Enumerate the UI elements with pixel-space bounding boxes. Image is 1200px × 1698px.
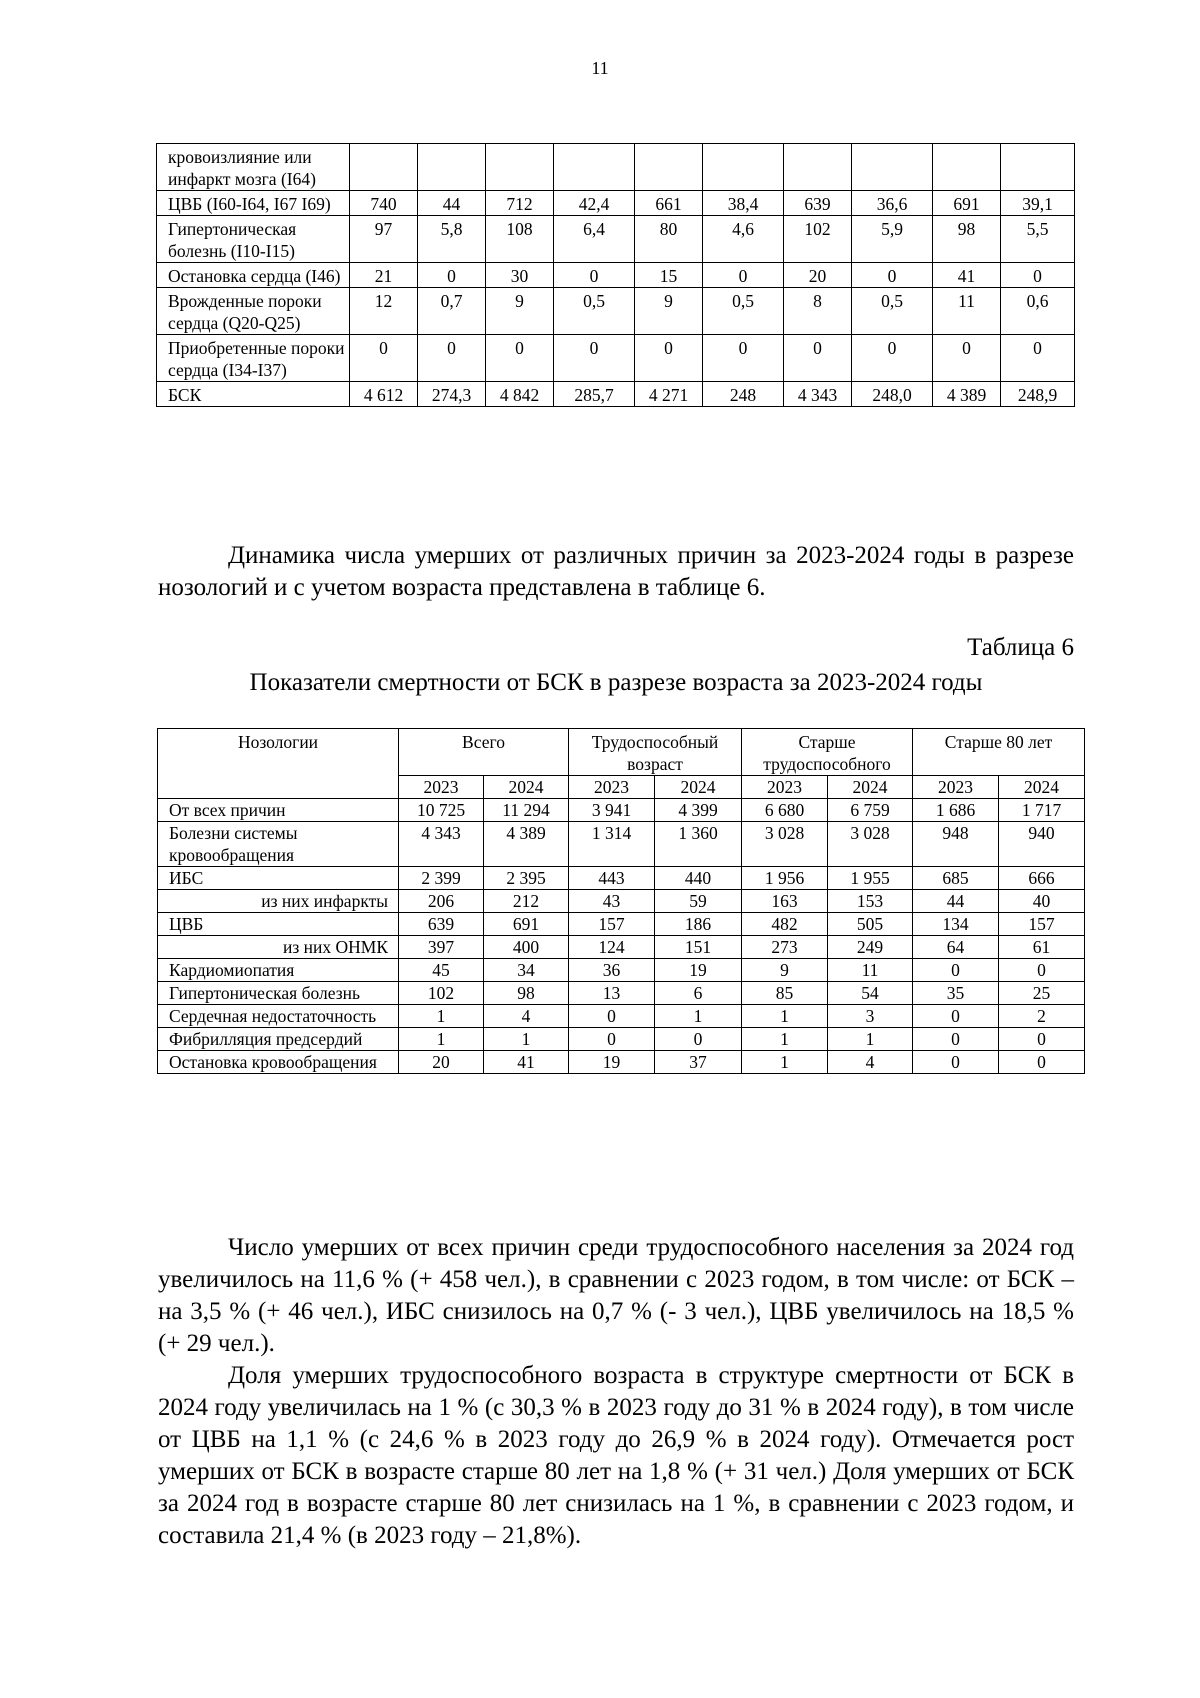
- cell-value: 42,4: [554, 191, 635, 216]
- cell-value: 691: [933, 191, 1001, 216]
- cell-value: 20: [399, 1051, 484, 1074]
- cell-value: 1: [742, 1028, 828, 1051]
- cell-value: 0,5: [554, 288, 635, 335]
- cell-value: 4 343: [399, 822, 484, 867]
- cell-value: 4 399: [655, 799, 742, 822]
- cell-value: 0: [486, 335, 554, 382]
- cell-value: 59: [655, 890, 742, 913]
- cell-value: 151: [655, 936, 742, 959]
- table-row: [157, 216, 1075, 263]
- cell-value: 0: [350, 335, 418, 382]
- row-label: ЦВБ (I60-I64, I67 I69): [157, 191, 350, 216]
- cell-value: 0,7: [418, 288, 486, 335]
- cell-value: 0,5: [703, 288, 784, 335]
- cell-value: [486, 144, 554, 191]
- header-year: 2024: [484, 776, 569, 799]
- cell-value: 1: [399, 1005, 484, 1028]
- cell-value: 1: [655, 1005, 742, 1028]
- cell-value: [418, 144, 486, 191]
- cell-value: 1: [828, 1028, 913, 1051]
- cell-value: 98: [484, 982, 569, 1005]
- cell-value: 0: [635, 335, 703, 382]
- cell-value: 4,6: [703, 216, 784, 263]
- cell-value: 0: [933, 335, 1001, 382]
- cell-value: 248: [703, 382, 784, 407]
- cell-value: 0: [418, 335, 486, 382]
- row-label: Остановка кровообращения: [158, 1051, 399, 1074]
- table-row: [158, 959, 1085, 982]
- cell-value: 157: [569, 913, 655, 936]
- row-label: кровоизлияние или инфаркт мозга (I64): [157, 144, 350, 191]
- cell-value: 0: [569, 1028, 655, 1051]
- cell-value: 0: [913, 1051, 999, 1074]
- row-label: Приобретенные пороки сердца (I34-I37): [157, 335, 350, 382]
- cell-value: 4: [484, 1005, 569, 1028]
- cell-value: 3 028: [828, 822, 913, 867]
- header-group-above-working-age: Старше трудоспособного: [742, 729, 913, 776]
- cell-value: 163: [742, 890, 828, 913]
- cell-value: 98: [933, 216, 1001, 263]
- table-row: [158, 1051, 1085, 1074]
- cell-value: 691: [484, 913, 569, 936]
- table-row: [158, 1005, 1085, 1028]
- cell-value: 44: [913, 890, 999, 913]
- row-label: БСК: [157, 382, 350, 407]
- cell-value: 1 360: [655, 822, 742, 867]
- cell-value: 10 725: [399, 799, 484, 822]
- header-group-working-age: Трудоспособный возраст: [569, 729, 742, 776]
- cell-value: 36: [569, 959, 655, 982]
- table-row: [158, 913, 1085, 936]
- table-row: [157, 288, 1075, 335]
- cell-value: 0: [913, 959, 999, 982]
- table6-body: [158, 799, 1085, 1074]
- table-row: [158, 1028, 1085, 1051]
- cell-value: 0: [1001, 335, 1075, 382]
- cell-value: [554, 144, 635, 191]
- cell-value: 0: [913, 1005, 999, 1028]
- cell-value: 11: [933, 288, 1001, 335]
- cell-value: 0: [554, 335, 635, 382]
- header-year: 2024: [828, 776, 913, 799]
- cell-value: 13: [569, 982, 655, 1005]
- cell-value: 0: [784, 335, 852, 382]
- cell-value: 4: [828, 1051, 913, 1074]
- cell-value: 2 399: [399, 867, 484, 890]
- cell-value: 8: [784, 288, 852, 335]
- cell-value: 44: [418, 191, 486, 216]
- header-year: 2024: [999, 776, 1085, 799]
- paragraph-share-structure: Доля умерших трудоспособного возраста в структуре смертности от БСК в 2024 году увеличилась на 1 % (с 30,3 % в 2023 году до 31 % в 2024 году), в том числе от ЦВБ на 1,1 % (с 24,6 % в 2023 году до 26,9 % в 2024 году). Отмечается рост умерших от БСК в возрасте старше 80 лет на 1,8 % (+ 31 чел.) Доля умерших от БСК за 2024 год в возрасте старше 80 лет снизилась на 1 %, в сравнении с 2023 годом, и составила 21,4 % (в 2023 году – 21,8%).: [158, 1362, 1074, 1549]
- cell-value: 248,9: [1001, 382, 1075, 407]
- cell-value: 0: [999, 959, 1085, 982]
- cell-value: 102: [399, 982, 484, 1005]
- cell-value: 41: [933, 263, 1001, 288]
- row-label: Гипертоническая болезнь: [158, 982, 399, 1005]
- cell-value: 1 955: [828, 867, 913, 890]
- row-label: От всех причин: [158, 799, 399, 822]
- cell-value: 0: [852, 335, 933, 382]
- cell-value: 482: [742, 913, 828, 936]
- page-number: 11: [591, 58, 609, 78]
- cell-value: 153: [828, 890, 913, 913]
- cell-value: 0: [569, 1005, 655, 1028]
- cell-value: 157: [999, 913, 1085, 936]
- cell-value: 0: [703, 335, 784, 382]
- cell-value: 41: [484, 1051, 569, 1074]
- cell-value: 19: [655, 959, 742, 982]
- cell-value: 0: [1001, 263, 1075, 288]
- cell-value: 19: [569, 1051, 655, 1074]
- cell-value: 30: [486, 263, 554, 288]
- cell-value: 85: [742, 982, 828, 1005]
- cell-value: 639: [399, 913, 484, 936]
- cell-value: 1 717: [999, 799, 1085, 822]
- cell-value: 134: [913, 913, 999, 936]
- cell-value: 5,5: [1001, 216, 1075, 263]
- cell-value: 2 395: [484, 867, 569, 890]
- cell-value: 940: [999, 822, 1085, 867]
- cell-value: 25: [999, 982, 1085, 1005]
- cell-value: 206: [399, 890, 484, 913]
- cell-value: 3 028: [742, 822, 828, 867]
- cell-value: 6: [655, 982, 742, 1005]
- cell-value: 1 956: [742, 867, 828, 890]
- intro-paragraph: Динамика числа умерших от различных причин за 2023-2024 годы в разрезе нозологий и с учетом возраста представлена в таблице 6.: [158, 542, 1074, 601]
- cell-value: 1 314: [569, 822, 655, 867]
- row-label: Остановка сердца (I46): [157, 263, 350, 288]
- cell-value: 285,7: [554, 382, 635, 407]
- cell-value: 5,8: [418, 216, 486, 263]
- row-label: Болезни системы кровообращения: [158, 822, 399, 867]
- table-row: [158, 799, 1085, 822]
- cell-value: 6,4: [554, 216, 635, 263]
- row-label: из них ОНМК: [158, 936, 399, 959]
- cell-value: 948: [913, 822, 999, 867]
- cell-value: 4 343: [784, 382, 852, 407]
- cell-value: 61: [999, 936, 1085, 959]
- table-row: [158, 982, 1085, 1005]
- cell-value: 38,4: [703, 191, 784, 216]
- cell-value: 102: [784, 216, 852, 263]
- cell-value: 5,9: [852, 216, 933, 263]
- row-label: из них инфаркты: [158, 890, 399, 913]
- cell-value: 212: [484, 890, 569, 913]
- cell-value: [933, 144, 1001, 191]
- cell-value: [1001, 144, 1075, 191]
- cell-value: [852, 144, 933, 191]
- header-year: 2023: [569, 776, 655, 799]
- cell-value: 2: [999, 1005, 1085, 1028]
- cell-value: 443: [569, 867, 655, 890]
- cell-value: 0: [999, 1051, 1085, 1074]
- header-nosology: Нозологии: [158, 729, 399, 799]
- cell-value: 1: [742, 1051, 828, 1074]
- cell-value: 20: [784, 263, 852, 288]
- row-label: Сердечная недостаточность: [158, 1005, 399, 1028]
- header-group-total: Всего: [399, 729, 569, 776]
- cell-value: 54: [828, 982, 913, 1005]
- table-row: [158, 822, 1085, 867]
- cell-value: 0: [418, 263, 486, 288]
- table-row: [158, 890, 1085, 913]
- cell-value: 15: [635, 263, 703, 288]
- cell-value: 108: [486, 216, 554, 263]
- table-row: [157, 191, 1075, 216]
- cell-value: 397: [399, 936, 484, 959]
- cell-value: 0: [703, 263, 784, 288]
- cell-value: 740: [350, 191, 418, 216]
- table6-title: Показатели смертности от БСК в разрезе возраста за 2023-2024 годы: [249, 669, 983, 696]
- cell-value: 0: [554, 263, 635, 288]
- table-row: [158, 936, 1085, 959]
- cell-value: 0: [852, 263, 933, 288]
- header-group-over-80: Старше 80 лет: [913, 729, 1085, 776]
- header-year: 2023: [913, 776, 999, 799]
- cell-value: 11: [828, 959, 913, 982]
- cell-value: 4 271: [635, 382, 703, 407]
- cell-value: 9: [486, 288, 554, 335]
- cell-value: 0,6: [1001, 288, 1075, 335]
- cell-value: 4 389: [933, 382, 1001, 407]
- cell-value: 4 389: [484, 822, 569, 867]
- mortality-table-continuation: [156, 143, 1075, 407]
- cell-value: 6 680: [742, 799, 828, 822]
- cell-value: 661: [635, 191, 703, 216]
- header-year: 2023: [742, 776, 828, 799]
- cell-value: 505: [828, 913, 913, 936]
- row-label: ИБС: [158, 867, 399, 890]
- cell-value: [635, 144, 703, 191]
- cell-value: 80: [635, 216, 703, 263]
- cell-value: 11 294: [484, 799, 569, 822]
- cell-value: 685: [913, 867, 999, 890]
- cell-value: 248,0: [852, 382, 933, 407]
- table-row: [157, 382, 1075, 407]
- cell-value: 0: [999, 1028, 1085, 1051]
- cell-value: 4 612: [350, 382, 418, 407]
- cell-value: [784, 144, 852, 191]
- table-row: [158, 867, 1085, 890]
- paragraph-working-age-mortality: Число умерших от всех причин среди трудоспособного населения за 2024 год увеличилось на 11,6 % (+ 458 чел.), в сравнении с 2023 годом, в том числе: от БСК – на 3,5 % (+ 46 чел.), ИБС снизилось на 0,7 % (- 3 чел.), ЦВБ увеличилось на 18,5 % (+ 29 чел.).: [158, 1234, 1074, 1357]
- cell-value: 97: [350, 216, 418, 263]
- cell-value: 6 759: [828, 799, 913, 822]
- cell-value: 3: [828, 1005, 913, 1028]
- age-mortality-table: [157, 728, 1085, 1074]
- header-year: 2024: [655, 776, 742, 799]
- cell-value: 1 686: [913, 799, 999, 822]
- header-year: 2023: [399, 776, 484, 799]
- cell-value: 35: [913, 982, 999, 1005]
- table5-body: [157, 144, 1075, 407]
- cell-value: 9: [635, 288, 703, 335]
- cell-value: 21: [350, 263, 418, 288]
- cell-value: 400: [484, 936, 569, 959]
- cell-value: 36,6: [852, 191, 933, 216]
- cell-value: 249: [828, 936, 913, 959]
- cell-value: 40: [999, 890, 1085, 913]
- cell-value: 0: [913, 1028, 999, 1051]
- table-row: [157, 144, 1075, 191]
- cell-value: 3 941: [569, 799, 655, 822]
- cell-value: 1: [484, 1028, 569, 1051]
- table6-label: Таблица 6: [967, 634, 1074, 661]
- cell-value: 45: [399, 959, 484, 982]
- cell-value: 39,1: [1001, 191, 1075, 216]
- row-label: Гипертоническая болезнь (I10-I15): [157, 216, 350, 263]
- cell-value: 273: [742, 936, 828, 959]
- cell-value: 712: [486, 191, 554, 216]
- cell-value: 64: [913, 936, 999, 959]
- row-label: Кардиомиопатия: [158, 959, 399, 982]
- cell-value: 639: [784, 191, 852, 216]
- cell-value: 274,3: [418, 382, 486, 407]
- cell-value: 34: [484, 959, 569, 982]
- cell-value: 37: [655, 1051, 742, 1074]
- cell-value: 186: [655, 913, 742, 936]
- row-label: ЦВБ: [158, 913, 399, 936]
- cell-value: [350, 144, 418, 191]
- cell-value: 9: [742, 959, 828, 982]
- cell-value: 666: [999, 867, 1085, 890]
- cell-value: 0,5: [852, 288, 933, 335]
- table-row: [157, 263, 1075, 288]
- cell-value: 12: [350, 288, 418, 335]
- row-label: Врожденные пороки сердца (Q20-Q25): [157, 288, 350, 335]
- row-label: Фибрилляция предсердий: [158, 1028, 399, 1051]
- cell-value: 1: [742, 1005, 828, 1028]
- cell-value: 4 842: [486, 382, 554, 407]
- table-row: [157, 335, 1075, 382]
- cell-value: 1: [399, 1028, 484, 1051]
- cell-value: 124: [569, 936, 655, 959]
- cell-value: 0: [655, 1028, 742, 1051]
- cell-value: [703, 144, 784, 191]
- cell-value: 43: [569, 890, 655, 913]
- cell-value: 440: [655, 867, 742, 890]
